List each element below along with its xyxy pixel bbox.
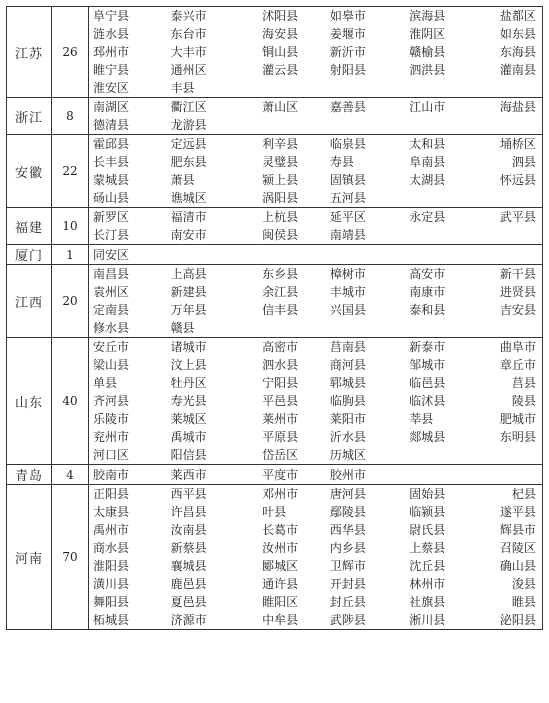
county-name: 郓城县 bbox=[329, 376, 366, 390]
county-count: 22 bbox=[52, 135, 89, 208]
county-name: 邳州市 bbox=[93, 45, 130, 59]
province-name: 江苏 bbox=[7, 7, 52, 98]
province-name: 河南 bbox=[7, 485, 52, 630]
county-name: 肥东县 bbox=[170, 155, 207, 169]
county-list-cell bbox=[89, 338, 543, 465]
county-name: 齐河县 bbox=[93, 394, 130, 408]
county-name: 南昌县 bbox=[93, 267, 130, 281]
county-name: 社旗县 bbox=[409, 595, 446, 609]
county-name: 莒县 bbox=[511, 376, 536, 390]
county-name: 上杭县 bbox=[262, 210, 299, 224]
county-name: 济源市 bbox=[170, 613, 207, 627]
county-name: 莒南县 bbox=[329, 340, 366, 354]
county-name: 郯城县 bbox=[409, 430, 446, 444]
county-name: 南湖区 bbox=[93, 100, 130, 114]
county-name: 同安区 bbox=[93, 247, 130, 262]
county-list-table bbox=[6, 6, 543, 630]
county-grid bbox=[89, 98, 542, 134]
county-name: 新泰市 bbox=[409, 340, 446, 354]
county-grid bbox=[89, 485, 542, 629]
county-name: 赣榆县 bbox=[409, 45, 446, 59]
county-count: 70 bbox=[52, 485, 89, 630]
county-name: 如皋市 bbox=[329, 9, 366, 23]
county-name: 禹州市 bbox=[93, 523, 130, 537]
county-name: 定南县 bbox=[93, 303, 130, 317]
county-name: 闽侯县 bbox=[262, 228, 299, 242]
county-name: 睢阳区 bbox=[262, 595, 299, 609]
county-name: 灵璧县 bbox=[262, 155, 299, 169]
county-name: 召陵区 bbox=[499, 541, 536, 555]
county-name: 西平县 bbox=[170, 487, 207, 501]
county-name: 新沂市 bbox=[329, 45, 366, 59]
county-name: 胶州市 bbox=[329, 467, 366, 482]
county-name: 泌阳县 bbox=[499, 613, 536, 627]
province-name: 山东 bbox=[7, 338, 52, 465]
county-name: 萧山区 bbox=[262, 100, 299, 114]
county-name: 吉安县 bbox=[499, 303, 536, 317]
county-name: 丰县 bbox=[170, 81, 195, 95]
county-name: 商河县 bbox=[329, 358, 366, 372]
table-row bbox=[7, 338, 543, 465]
county-count: 4 bbox=[52, 465, 89, 485]
county-name: 牡丹区 bbox=[170, 376, 207, 390]
county-name: 永定县 bbox=[409, 210, 446, 224]
province-name: 江西 bbox=[7, 265, 52, 338]
county-name: 中牟县 bbox=[262, 613, 299, 627]
county-name: 袁州区 bbox=[93, 285, 130, 299]
county-name: 修水县 bbox=[93, 321, 130, 335]
county-name: 柘城县 bbox=[93, 613, 130, 627]
county-name: 夏邑县 bbox=[170, 595, 207, 609]
county-name: 乐陵市 bbox=[93, 412, 130, 426]
county-name: 信丰县 bbox=[262, 303, 299, 317]
table-body bbox=[7, 7, 543, 630]
county-name: 确山县 bbox=[499, 559, 536, 573]
county-name: 新蔡县 bbox=[170, 541, 207, 555]
county-list-cell bbox=[89, 208, 543, 245]
county-name: 海安县 bbox=[262, 27, 299, 41]
table-row bbox=[7, 98, 543, 135]
county-name: 杞县 bbox=[511, 487, 536, 501]
county-name: 阜南县 bbox=[409, 155, 446, 169]
county-name: 开封县 bbox=[329, 577, 366, 591]
county-name: 兴国县 bbox=[329, 303, 366, 317]
county-list-cell bbox=[89, 485, 543, 630]
county-name: 章丘市 bbox=[499, 358, 536, 372]
county-grid bbox=[89, 265, 542, 337]
county-name: 长汀县 bbox=[93, 228, 130, 242]
county-name: 莱城区 bbox=[170, 412, 207, 426]
county-name: 太康县 bbox=[93, 505, 130, 519]
county-name: 莘县 bbox=[409, 412, 434, 426]
county-name: 颍上县 bbox=[262, 173, 299, 187]
county-name: 蒙城县 bbox=[93, 173, 130, 187]
county-name: 肥城市 bbox=[499, 412, 536, 426]
county-name: 舞阳县 bbox=[93, 595, 130, 609]
county-name: 兖州市 bbox=[93, 430, 130, 444]
county-name: 寿县 bbox=[329, 155, 354, 169]
county-name: 泗洪县 bbox=[409, 63, 446, 77]
county-name: 淅川县 bbox=[409, 613, 446, 627]
county-name: 滨海县 bbox=[409, 9, 446, 23]
table-row bbox=[7, 465, 543, 485]
county-name: 林州市 bbox=[409, 577, 446, 591]
province-name: 浙江 bbox=[7, 98, 52, 135]
county-name: 淮安区 bbox=[93, 81, 130, 95]
county-name: 卫辉市 bbox=[329, 559, 366, 573]
county-name: 衢江区 bbox=[170, 100, 207, 114]
county-name: 霍邱县 bbox=[93, 137, 130, 151]
county-count: 40 bbox=[52, 338, 89, 465]
county-name: 单县 bbox=[93, 376, 118, 390]
county-name: 睢县 bbox=[511, 595, 536, 609]
table-row bbox=[7, 208, 543, 245]
county-name: 鄢陵县 bbox=[329, 505, 366, 519]
county-name: 南康市 bbox=[409, 285, 446, 299]
county-name: 射阳县 bbox=[329, 63, 366, 77]
county-count: 8 bbox=[52, 98, 89, 135]
county-name: 涟水县 bbox=[93, 27, 130, 41]
county-name: 叶县 bbox=[262, 505, 287, 519]
county-name: 邓州市 bbox=[262, 487, 299, 501]
county-name: 浚县 bbox=[511, 577, 536, 591]
county-name: 海盐县 bbox=[499, 100, 536, 114]
county-name: 潢川县 bbox=[93, 577, 130, 591]
county-count: 26 bbox=[52, 7, 89, 98]
county-name: 内乡县 bbox=[329, 541, 366, 555]
county-list-cell bbox=[89, 135, 543, 208]
county-name: 福清市 bbox=[170, 210, 207, 224]
county-name: 五河县 bbox=[329, 191, 366, 205]
county-name: 淮阴区 bbox=[409, 27, 446, 41]
county-name: 新干县 bbox=[499, 267, 536, 281]
province-name: 福建 bbox=[7, 208, 52, 245]
county-count: 20 bbox=[52, 265, 89, 338]
county-name: 武陟县 bbox=[329, 613, 366, 627]
county-name: 襄城县 bbox=[170, 559, 207, 573]
county-name: 沂水县 bbox=[329, 430, 366, 444]
county-name: 泗水县 bbox=[262, 358, 299, 372]
county-name: 上蔡县 bbox=[409, 541, 446, 555]
county-name: 临沭县 bbox=[409, 394, 446, 408]
county-name: 德清县 bbox=[93, 118, 130, 132]
county-name: 长葛市 bbox=[262, 523, 299, 537]
county-name: 汶上县 bbox=[170, 358, 207, 372]
county-name: 沭阳县 bbox=[262, 9, 299, 23]
county-name: 通许县 bbox=[262, 577, 299, 591]
county-name: 盐都区 bbox=[499, 9, 536, 23]
county-name: 江山市 bbox=[409, 100, 446, 114]
county-list-cell bbox=[89, 245, 543, 265]
county-name: 历城区 bbox=[329, 448, 366, 462]
county-name: 东明县 bbox=[499, 430, 536, 444]
county-name: 樟树市 bbox=[329, 267, 366, 281]
county-name: 西华县 bbox=[329, 523, 366, 537]
county-name: 涡阳县 bbox=[262, 191, 299, 205]
province-name: 安徽 bbox=[7, 135, 52, 208]
county-name: 胶南市 bbox=[93, 467, 130, 482]
county-name: 封丘县 bbox=[329, 595, 366, 609]
county-name: 安丘市 bbox=[93, 340, 130, 354]
county-name: 郾城区 bbox=[262, 559, 299, 573]
county-name: 泗县 bbox=[511, 155, 536, 169]
county-name: 临泉县 bbox=[329, 137, 366, 151]
county-count: 1 bbox=[52, 245, 89, 265]
county-name: 平原县 bbox=[262, 430, 299, 444]
county-name: 余江县 bbox=[262, 285, 299, 299]
county-name: 怀远县 bbox=[499, 173, 536, 187]
county-list-cell bbox=[89, 265, 543, 338]
county-name: 禹城市 bbox=[170, 430, 207, 444]
county-name: 萧县 bbox=[170, 173, 195, 187]
county-name: 河口区 bbox=[93, 448, 130, 462]
county-name: 南靖县 bbox=[329, 228, 366, 242]
table-row bbox=[7, 7, 543, 98]
county-name: 许昌县 bbox=[170, 505, 207, 519]
county-name: 正阳县 bbox=[93, 487, 130, 501]
county-name: 陵县 bbox=[511, 394, 536, 408]
county-name: 姜堰市 bbox=[329, 27, 366, 41]
county-grid bbox=[89, 246, 542, 264]
county-name: 赣县 bbox=[170, 321, 195, 335]
county-name: 东台市 bbox=[170, 27, 207, 41]
county-name: 东海县 bbox=[499, 45, 536, 59]
county-name: 灌云县 bbox=[262, 63, 299, 77]
county-name: 汝州市 bbox=[262, 541, 299, 555]
county-name: 武平县 bbox=[499, 210, 536, 224]
county-list-cell bbox=[89, 465, 543, 485]
table-row bbox=[7, 245, 543, 265]
county-name: 唐河县 bbox=[329, 487, 366, 501]
county-name: 上高县 bbox=[170, 267, 207, 281]
county-name: 谯城区 bbox=[170, 191, 207, 205]
county-grid bbox=[89, 135, 542, 207]
county-grid bbox=[89, 338, 542, 464]
county-name: 铜山县 bbox=[262, 45, 299, 59]
county-name: 寿光县 bbox=[170, 394, 207, 408]
county-name: 万年县 bbox=[170, 303, 207, 317]
table-row bbox=[7, 135, 543, 208]
county-name: 固镇县 bbox=[329, 173, 366, 187]
county-name: 莱西市 bbox=[170, 467, 207, 482]
county-name: 尉氏县 bbox=[409, 523, 446, 537]
county-name: 泰和县 bbox=[409, 303, 446, 317]
county-name: 临颍县 bbox=[409, 505, 446, 519]
county-list-cell bbox=[89, 7, 543, 98]
county-name: 高密市 bbox=[262, 340, 299, 354]
county-name: 利辛县 bbox=[262, 137, 299, 151]
county-name: 东乡县 bbox=[262, 267, 299, 281]
county-name: 曲阜市 bbox=[499, 340, 536, 354]
county-name: 砀山县 bbox=[93, 191, 130, 205]
county-name: 新罗区 bbox=[93, 210, 130, 224]
county-name: 南安市 bbox=[170, 228, 207, 242]
county-name: 进贤县 bbox=[499, 285, 536, 299]
county-name: 灌南县 bbox=[499, 63, 536, 77]
county-name: 鹿邑县 bbox=[170, 577, 207, 591]
county-name: 高安市 bbox=[409, 267, 446, 281]
county-name: 汝南县 bbox=[170, 523, 207, 537]
county-list-cell bbox=[89, 98, 543, 135]
county-name: 临邑县 bbox=[409, 376, 446, 390]
county-name: 临朐县 bbox=[329, 394, 366, 408]
county-name: 淮阳县 bbox=[93, 559, 130, 573]
county-name: 太和县 bbox=[409, 137, 446, 151]
county-name: 睢宁县 bbox=[93, 63, 130, 77]
county-name: 固始县 bbox=[409, 487, 446, 501]
county-name: 遂平县 bbox=[499, 505, 536, 519]
county-count: 10 bbox=[52, 208, 89, 245]
province-name: 厦门 bbox=[7, 245, 52, 265]
county-grid bbox=[89, 208, 542, 244]
county-name: 邹城市 bbox=[409, 358, 446, 372]
county-grid bbox=[89, 466, 542, 484]
county-name: 定远县 bbox=[170, 137, 207, 151]
county-name: 丰城市 bbox=[329, 285, 366, 299]
county-name: 梁山县 bbox=[93, 358, 130, 372]
county-name: 嘉善县 bbox=[329, 100, 366, 114]
county-name: 阜宁县 bbox=[93, 9, 130, 23]
county-name: 通州区 bbox=[170, 63, 207, 77]
county-name: 辉县市 bbox=[499, 523, 536, 537]
county-grid bbox=[89, 7, 542, 97]
county-name: 诸城市 bbox=[170, 340, 207, 354]
county-name: 泰兴市 bbox=[170, 9, 207, 23]
county-name: 太湖县 bbox=[409, 173, 446, 187]
county-name: 莱阳市 bbox=[329, 412, 366, 426]
table-row bbox=[7, 265, 543, 338]
county-name: 龙游县 bbox=[170, 118, 207, 132]
county-name: 大丰市 bbox=[170, 45, 207, 59]
county-name: 埇桥区 bbox=[499, 137, 536, 151]
county-name: 如东县 bbox=[499, 27, 536, 41]
county-name: 沈丘县 bbox=[409, 559, 446, 573]
county-name: 长丰县 bbox=[93, 155, 130, 169]
county-name: 岱岳区 bbox=[262, 448, 299, 462]
county-name: 莱州市 bbox=[262, 412, 299, 426]
county-name: 延平区 bbox=[329, 210, 366, 224]
province-name: 青岛 bbox=[7, 465, 52, 485]
county-name: 商水县 bbox=[93, 541, 130, 555]
county-name: 新建县 bbox=[170, 285, 207, 299]
table-row bbox=[7, 485, 543, 630]
county-name: 平邑县 bbox=[262, 394, 299, 408]
county-name: 平度市 bbox=[262, 467, 299, 482]
county-name: 宁阳县 bbox=[262, 376, 299, 390]
county-name: 阳信县 bbox=[170, 448, 207, 462]
